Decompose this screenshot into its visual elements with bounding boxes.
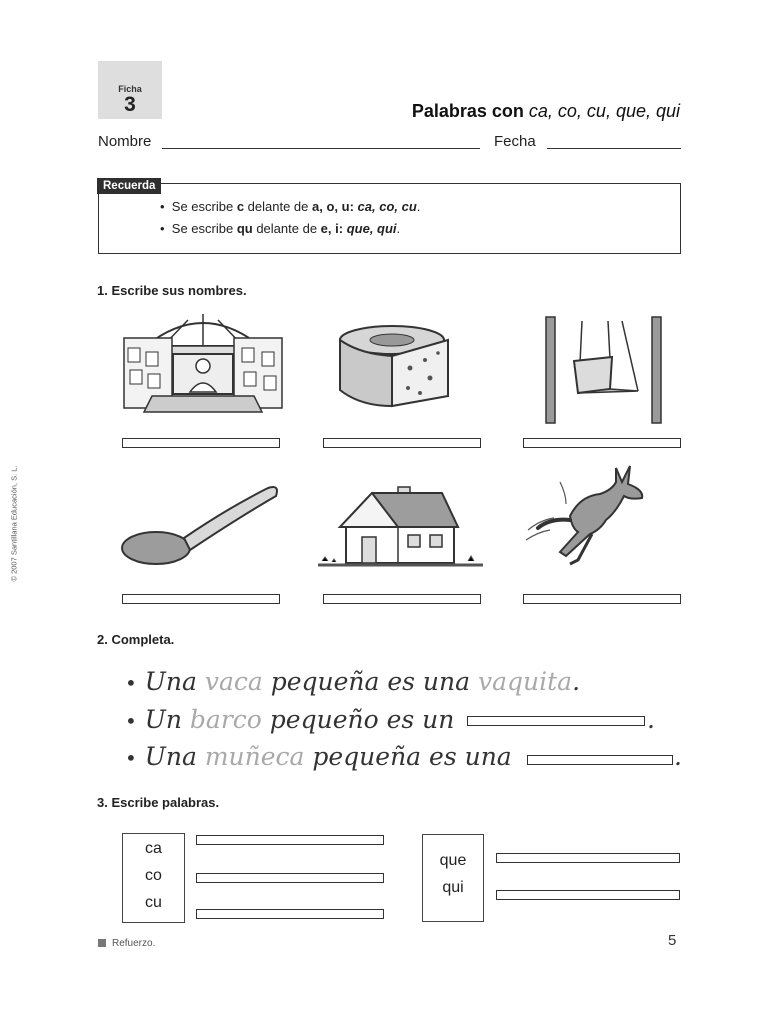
traced-word: barco — [189, 705, 262, 734]
completion-dot-3: . — [674, 742, 682, 771]
bullet: • — [125, 746, 137, 770]
page-title — [300, 101, 680, 122]
traced-word: vaquita — [478, 667, 573, 696]
completion-line-1 — [125, 667, 580, 696]
cheese-icon — [330, 318, 460, 423]
bullet: • — [125, 709, 137, 733]
word-line-cu[interactable] — [196, 909, 384, 919]
bullet: • — [125, 671, 137, 695]
word-line-qui[interactable] — [496, 890, 680, 900]
syllable: co — [145, 867, 162, 884]
rule-qu: • Se escribe qu delante de e, i: que, qui. — [160, 221, 401, 236]
syllable: que — [439, 852, 467, 869]
house-icon — [318, 483, 483, 573]
recuerda-tag: Recuerda — [97, 178, 161, 194]
rule-letter: c — [236, 199, 245, 214]
rule-vowels: a, o, u: — [312, 199, 354, 214]
cursive-text: pequeña es una — [304, 742, 512, 771]
completion-blank-3[interactable] — [527, 755, 673, 765]
syllable: cu — [145, 894, 162, 911]
answer-line-kangaroo[interactable] — [523, 594, 681, 604]
completion-blank-2[interactable] — [467, 716, 645, 726]
name-label: Nombre — [98, 133, 152, 150]
cursive-text: pequeña es una — [262, 667, 478, 696]
cursive-text: pequeño es un — [261, 705, 455, 734]
kiosk-icon — [118, 308, 288, 423]
footer-text: Refuerzo. — [112, 938, 156, 949]
rule-syllables: que, qui — [346, 221, 397, 236]
cursive-dot: . — [572, 667, 581, 696]
word-line-ca[interactable] — [196, 835, 384, 845]
cursive-text: Una — [144, 742, 205, 771]
completion-line-2 — [125, 705, 454, 734]
traced-word: vaca — [204, 667, 263, 696]
answer-line-house[interactable] — [323, 594, 481, 604]
answer-line-spoon[interactable] — [122, 594, 280, 604]
word-line-que[interactable] — [496, 853, 680, 863]
syllable: ca — [145, 840, 162, 857]
square-icon — [98, 939, 106, 947]
title-prefix: Palabras con — [411, 101, 529, 121]
exercise3-heading: 3. Escribe palabras. — [97, 795, 220, 810]
answer-line-cheese[interactable] — [323, 438, 481, 448]
rule-text: delante de — [244, 199, 313, 214]
rule-vowels: e, i: — [320, 221, 344, 236]
completion-dot-2: . — [647, 705, 655, 734]
answer-line-swing[interactable] — [523, 438, 681, 448]
exercise2-heading: 2. Completa. — [97, 632, 175, 647]
rule-dot: . — [416, 199, 421, 214]
rule-text: delante de — [252, 221, 321, 236]
completion-line-3 — [125, 742, 512, 771]
date-label: Fecha — [494, 133, 536, 150]
rule-text: Se escribe — [171, 221, 237, 236]
page-number: 5 — [668, 932, 677, 949]
traced-word: muñeca — [204, 742, 305, 771]
answer-line-kiosk[interactable] — [122, 438, 280, 448]
rule-text: Se escribe — [171, 199, 237, 214]
name-field[interactable] — [162, 148, 480, 149]
syllable-box-qu — [422, 834, 484, 922]
ficha-number: 3 — [124, 93, 136, 116]
spoon-icon — [118, 478, 283, 573]
recuerda-box — [98, 183, 681, 254]
side-credit: © 2007 Santillana Educación, S. L. — [9, 465, 19, 582]
footer-label — [98, 938, 155, 949]
cursive-text: Una — [144, 667, 205, 696]
kangaroo-icon — [520, 460, 655, 570]
rule-dot: . — [396, 221, 401, 236]
rule-letter: qu — [236, 221, 253, 236]
swing-icon — [540, 313, 670, 425]
rule-syllables: ca, co, cu — [357, 199, 417, 214]
ficha-label: Ficha — [118, 84, 142, 94]
syllable-box-c — [122, 833, 185, 923]
syllable: qui — [442, 879, 464, 896]
title-words: ca, co, cu, que, qui — [528, 101, 680, 121]
date-field[interactable] — [547, 148, 681, 149]
word-line-co[interactable] — [196, 873, 384, 883]
rule-c: • Se escribe c delante de a, o, u: ca, co, cu. — [160, 199, 421, 214]
cursive-text: Un — [144, 705, 190, 734]
exercise1-heading: 1. Escribe sus nombres. — [97, 283, 247, 298]
